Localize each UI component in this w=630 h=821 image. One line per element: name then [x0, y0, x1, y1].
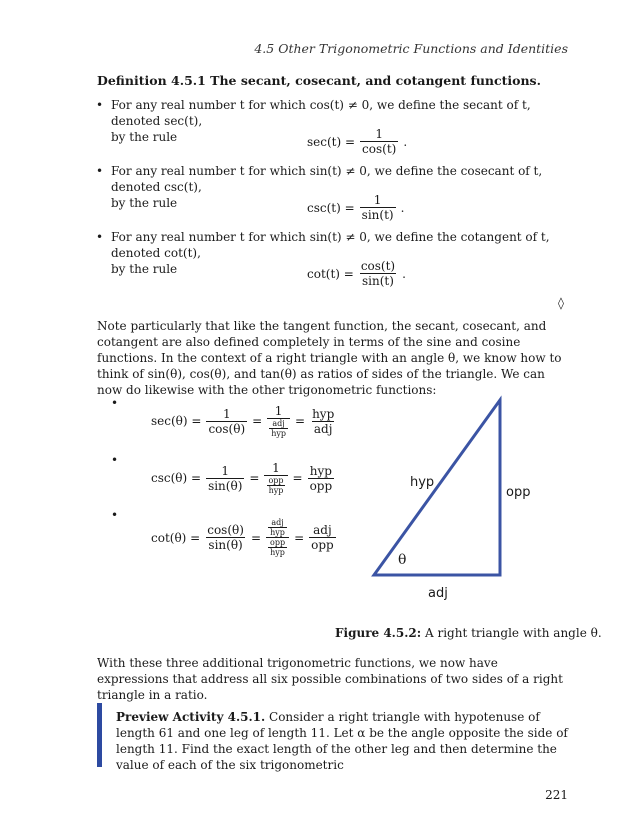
- bullet-marker: •: [111, 453, 119, 467]
- fraction-denominator: [267, 418, 290, 438]
- fraction-numerator: 1: [375, 127, 384, 141]
- secant-ratio-equation: [151, 404, 336, 438]
- equals-sign: =: [295, 414, 306, 428]
- running-head: 4.5 Other Trigonometric Functions and Identities: [254, 41, 568, 56]
- triangle-outline: [374, 400, 500, 575]
- angle-theta-label: θ: [398, 552, 407, 568]
- preview-activity-label: Preview Activity 4.5.1.: [116, 710, 266, 724]
- fraction-numerator: [266, 518, 289, 537]
- opposite-label: opp: [506, 485, 531, 500]
- fraction-denominator: sin(θ): [208, 478, 243, 493]
- fraction-denominator: cos(θ): [208, 421, 246, 436]
- right-triangle-figure: [360, 392, 560, 604]
- equation-lhs: csc(t) =: [307, 200, 355, 215]
- compound-fraction: [266, 518, 289, 557]
- definition-heading: Definition 4.5.1 The secant, cosecant, and cotangent functions.: [97, 73, 541, 88]
- definition-text-line: by the rule: [111, 196, 178, 210]
- fraction-denominator: adj: [313, 421, 333, 436]
- equation-fraction: [360, 127, 398, 156]
- fraction-denominator: hyp: [268, 486, 284, 495]
- equation-lhs: cot(θ) =: [151, 530, 201, 545]
- definition-text-line: For any real number t for which cos(t) ≠ 0, we define the secant of t, denoted sec(t),: [111, 98, 531, 128]
- fraction-denominator: [266, 537, 289, 557]
- equation-fraction: [359, 259, 397, 288]
- fraction-numerator: adj: [313, 523, 332, 537]
- equation-lhs: csc(θ) =: [151, 471, 202, 485]
- fraction-numerator: cos(θ): [207, 523, 244, 537]
- fraction-denominator: hyp: [270, 528, 285, 537]
- nested-fraction: [266, 476, 285, 495]
- fraction-denominator: opp: [309, 478, 333, 493]
- preview-activity-box: [97, 703, 573, 772]
- definition-text-line: For any real number t for which sin(t) ≠ 0, we define the cotangent of t, denoted cot(t),: [111, 230, 550, 260]
- ratio-fraction: [206, 407, 247, 436]
- definition-text-line: by the rule: [111, 130, 178, 144]
- ratio-fraction: [308, 464, 335, 493]
- adjacent-label: adj: [428, 586, 448, 601]
- closing-paragraph: With these three additional trigonometric functions, we now have expressions that address all six possible combinations of two sides of a right triangle in a ratio.: [97, 656, 563, 702]
- fraction-denominator: cos(t): [362, 142, 397, 156]
- equals-sign: =: [252, 414, 263, 428]
- fraction-numerator: cos(t): [360, 259, 396, 273]
- equation-period: .: [400, 200, 405, 215]
- fraction-denominator: hyp: [270, 548, 285, 557]
- preview-activity-body: Consider a right triangle with hypotenuse of length 61 and one leg of length 11. Let α be the angle opposite the side of length 11. Find the exact length of the other leg and then determine the value of each of the six trigonometric: [116, 710, 568, 772]
- equation-fraction: [360, 193, 396, 222]
- ratio-fraction: [310, 407, 336, 436]
- cotangent-ratio-equation: [151, 518, 336, 557]
- figure-caption: [335, 626, 602, 640]
- figure-caption-text: A right triangle with angle θ.: [425, 626, 602, 640]
- nested-fraction: [268, 538, 287, 557]
- bullet-marker: •: [111, 508, 119, 522]
- fraction-denominator: hyp: [271, 429, 286, 438]
- equation-lhs: cot(t) =: [307, 266, 354, 281]
- fraction-numerator: 1: [373, 193, 382, 207]
- equation-lhs: sec(θ) =: [151, 414, 202, 428]
- fraction-denominator: [264, 475, 287, 495]
- note-paragraph: Note particularly that like the tangent function, the secant, cosecant, and cotangent are also defined completely in terms of the sine and cosine functions. In the context of a right triangle with an angle θ, we know how to think of sin(θ), cos(θ), and tan(θ) as ratios of sides of the triangle. We can now do likewise with the other trigonometric functions:: [97, 319, 562, 397]
- cotangent-equation: [307, 259, 406, 288]
- fraction-numerator: 1: [272, 461, 280, 475]
- fraction-numerator: 1: [222, 406, 231, 421]
- nested-fraction: [269, 419, 288, 438]
- equals-sign: =: [294, 530, 305, 545]
- fraction-denominator: sin(θ): [208, 538, 243, 552]
- equals-sign: =: [249, 471, 260, 485]
- compound-fraction: [264, 461, 287, 495]
- figure-caption-label: Figure 4.5.2:: [335, 626, 422, 640]
- fraction-denominator: sin(t): [361, 208, 394, 222]
- equation-period: .: [403, 134, 408, 149]
- ratio-fraction: [205, 523, 246, 552]
- equation-period: .: [402, 266, 406, 281]
- equation-lhs: sec(t) =: [307, 134, 356, 149]
- ratio-fraction: [206, 464, 244, 493]
- fraction-numerator: hyp: [309, 463, 332, 478]
- definition-text-line: by the rule: [111, 262, 178, 276]
- equals-sign: =: [292, 471, 303, 485]
- fraction-numerator: opp: [268, 476, 284, 485]
- compound-fraction: [267, 404, 290, 438]
- page-number: 221: [545, 788, 568, 802]
- bullet-marker: •: [111, 396, 119, 410]
- ratio-fraction: [309, 523, 336, 552]
- cosecant-equation: [307, 193, 404, 222]
- fraction-numerator: opp: [270, 538, 286, 547]
- bullet-marker: •: [96, 164, 104, 178]
- equals-sign: =: [250, 530, 261, 545]
- hypotenuse-label: hyp: [410, 475, 435, 490]
- nested-fraction: [268, 518, 287, 537]
- definition-text-line: For any real number t for which sin(t) ≠ 0, we define the cosecant of t, denoted csc(t),: [111, 164, 543, 194]
- fraction-numerator: adj: [272, 419, 285, 428]
- fraction-denominator: opp: [311, 538, 334, 552]
- fraction-numerator: 1: [221, 463, 230, 478]
- cosecant-ratio-equation: [151, 461, 334, 495]
- preview-activity-text: [116, 709, 568, 773]
- fraction-numerator: hyp: [312, 406, 335, 421]
- secant-equation: [307, 127, 407, 156]
- bullet-marker: •: [96, 230, 104, 244]
- fraction-numerator: adj: [271, 518, 284, 527]
- bullet-marker: •: [96, 98, 104, 112]
- fraction-numerator: 1: [274, 404, 283, 418]
- fraction-denominator: sin(t): [362, 274, 394, 288]
- definition-end-mark: ◊: [558, 296, 564, 310]
